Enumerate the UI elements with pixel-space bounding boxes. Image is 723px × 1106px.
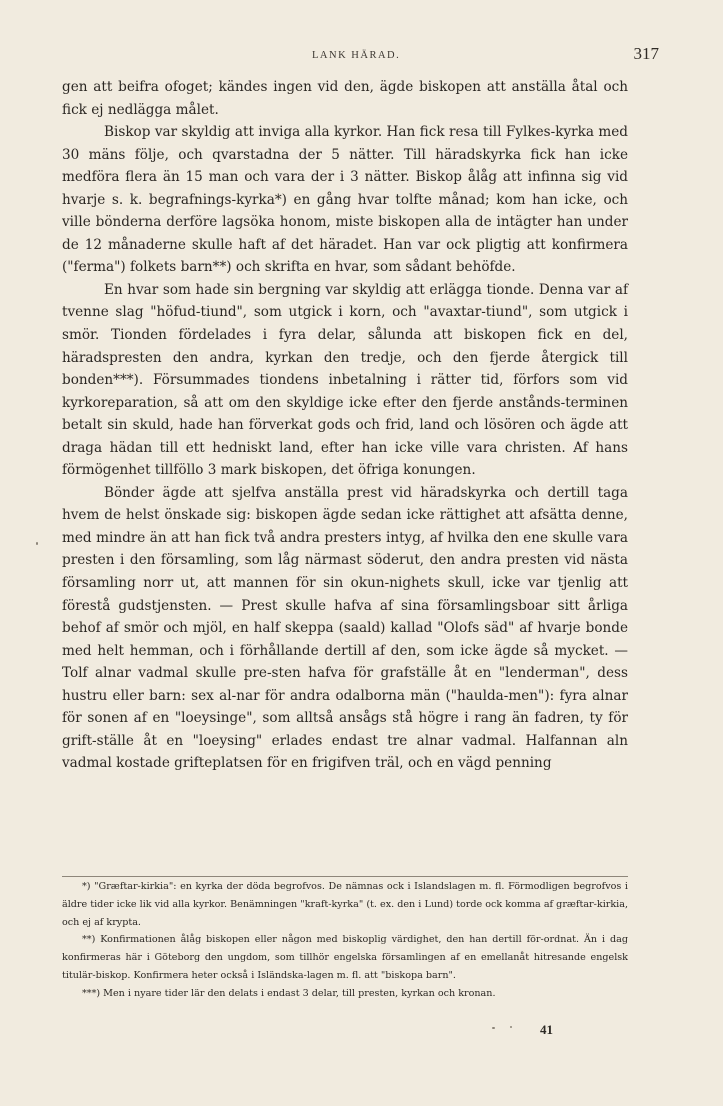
page-number: 317 (633, 44, 659, 63)
footnote-2: **) Konfirmationen ålåg biskopen eller någon med biskoplig värdighet, den han dertill för-ordnat. Än i dag konfirmeras här i Göteborg den ungdom, som tillhör engelska församlingen af en emellanåt hitresande engelsk titulär-biskop. Konfirmera heter också i Isländska-lagen m. fl. att "biskopa barn". (62, 934, 628, 981)
signature-mark: 41 (540, 1022, 553, 1037)
running-title: LANK HÄRAD. (312, 50, 401, 61)
paper-speck (492, 1027, 495, 1029)
paragraph-tithe: En hvar som hade sin bergning var skyldig att erlägga tionde. Denna var af tvenne slag "höfud-tiund", som utgick i korn, och "avaxtar-tiund", som utgick i smör. Tionden fördelades i fyra delar, sålunda att biskopen fick en del, häradspresten den andra, kyrkan den tredje, och den fjerde återgick till bonden***). Försummades tiondens inbetalning i rätter tid, förfors som vid kyrkoreparation, så att om den skyldige icke efter den fjerde anstånds-terminen betalt sin skuld, hade han förverkat gods och frid, land och lösören och ägde att draga hädan till ett hedniskt land, efter han icke ville vara christen. Af hans förmögenhet tillföllo 3 mark biskopen, det öfriga konungen. (62, 281, 628, 479)
footnotes (62, 878, 628, 1003)
running-head (0, 44, 723, 68)
paragraph-priest: Bönder ägde att sjelfva anställa prest vid häradskyrka och dertill taga hvem de helst önskade sig: biskopen ägde sedan icke rättighet att afsätta denne, med mindre än att han fick två andra presters intyg, af hvilka den ene skulle vara presten i den församling, som låg närmast söderut, den andra presten vid nästa församling norr ut, att mannen för sin okun-nighets skull, icke var tjenlig att förestå gudstjensten. — Prest skulle hafva af sina församlingsboar sitt årliga behof af smör och mjöl, en half skeppa (saald) kallad "Olofs säd" af hvarje bonde med helt hemman, och i förhållande dertill af den, som icke ägde så mycket. — Tolf alnar vadmal skulle pre-sten hafva för grafställe åt en "lenderman", dess hustru eller barn: sex al-nar för andra odalborna män ("haulda-men"): fyra alnar för sonen af en "loeysinge", som alltså ansågs stå högre i rang än fadren, ty för grift-ställe åt en "loeysing" erlades endast tre alnar vadmal. Halfannan aln vadmal kostade grifteplatsen för en frigifven träl, och en vägd penning (62, 484, 628, 772)
body-text (62, 76, 628, 775)
paper-speck (36, 542, 38, 545)
paper-speck (510, 1026, 512, 1028)
paragraph-continuation: gen att beifra ofoget; kändes ingen vid den, ägde biskopen att anställa åtal och fick ej nedlägga målet. (62, 79, 628, 118)
footnote-divider (62, 876, 628, 877)
footnote-3: ***) Men i nyare tider lär den delats i endast 3 delar, till presten, kyrkan och kronan. (82, 987, 496, 999)
paragraph-bishop-duties: Biskop var skyldig att inviga alla kyrkor. Han fick resa till Fylkes-kyrka med 30 mäns följe, och qvarstadna der 5 nätter. Till häradskyrka fick han icke medföra flera än 15 man och vara der i 3 nätter. Biskop ålåg att infinna sig vid hvarje s. k. begrafnings-kyrka*) en gång hvar tolfte månad; kom han icke, och ville bönderna derföre lagsöka honom, miste biskopen alla de intägter han under de 12 månaderne skulle haft af det häradet. Han var ock pligtig att konfirmera ("ferma") folkets barn**) och skrifta en hvar, som sådant behöfde. (62, 124, 628, 276)
footnote-1: *) "Græftar-kirkia": en kyrka der döda begrofvos. De nämnas ock i Islandslagen m. fl. Förmodligen begrofvos i äldre tider icke lik vid alla kyrkor. Benämningen "kraft-kyrka" (t. ex. den i Lund) torde ock komma af græftar-kirkia, och ej af krypta. (62, 881, 628, 928)
